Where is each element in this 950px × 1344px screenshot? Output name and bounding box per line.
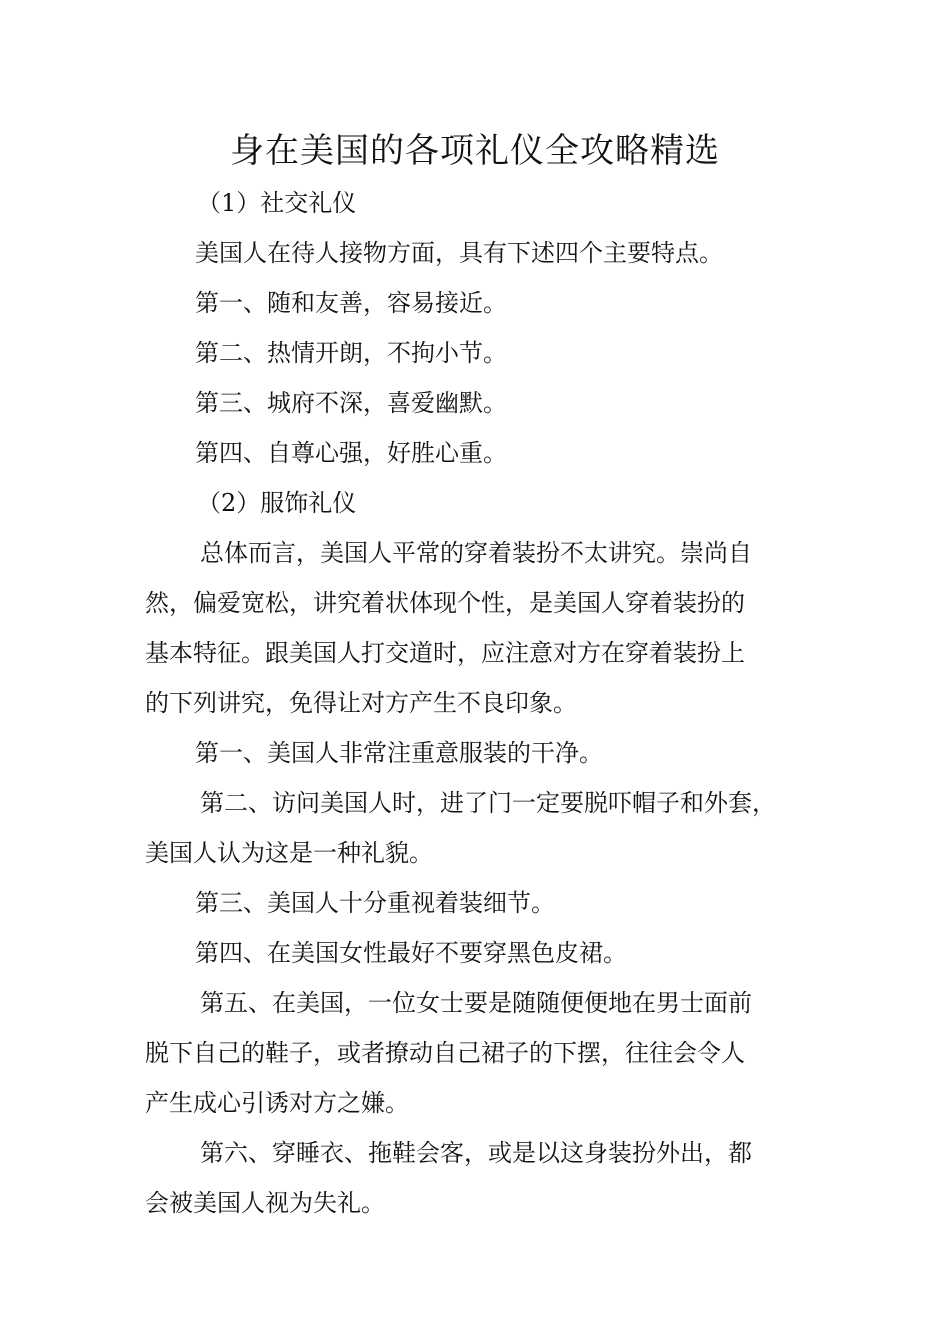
paragraph-line: 脱下自己的鞋子，或者撩动自己裙子的下摆，往往会令人 (145, 1039, 745, 1067)
paragraph-line: 美国人认为这是一种礼貌。 (145, 839, 433, 867)
document-body (145, 178, 825, 1228)
list-item: 第一、美国人非常注重意服装的干净。 (195, 739, 603, 767)
paragraph-line: 产生成心引诱对方之嫌。 (145, 1089, 409, 1117)
paragraph-line: 美国人在待人接物方面，具有下述四个主要特点。 (195, 239, 723, 267)
document-title: 身在美国的各项礼仪全攻略精选 (230, 131, 720, 171)
list-item: 第三、美国人十分重视着装细节。 (195, 889, 555, 917)
list-item: 第一、随和友善，容易接近。 (195, 289, 507, 317)
list-item: 第四、在美国女性最好不要穿黑色皮裙。 (195, 939, 627, 967)
paragraph-line: 然，偏爱宽松，讲究着状体现个性，是美国人穿着装扮的 (145, 589, 745, 617)
list-item: 第三、城府不深，喜爱幽默。 (195, 389, 507, 417)
paragraph-line: 总体而言，美国人平常的穿着装扮不太讲究。崇尚自 (200, 539, 752, 567)
list-item: 第四、自尊心强，好胜心重。 (195, 439, 507, 467)
section-heading-social-etiquette: （1）社交礼仪 (197, 189, 357, 217)
list-item: 第六、穿睡衣、拖鞋会客，或是以这身装扮外出，都 (200, 1139, 752, 1167)
list-item: 第二、热情开朗，不拘小节。 (195, 339, 507, 367)
list-item: 第二、访问美国人时，进了门一定要脱吓帽子和外套， (200, 789, 776, 817)
paragraph-line: 的下列讲究，免得让对方产生不良印象。 (145, 689, 577, 717)
section-heading-dress-etiquette: （2）服饰礼仪 (197, 489, 357, 517)
paragraph-line: 会被美国人视为失礼。 (145, 1189, 385, 1217)
paragraph-line: 基本特征。跟美国人打交道时，应注意对方在穿着装扮上 (145, 639, 745, 667)
list-item: 第五、在美国，一位女士要是随随便便地在男士面前 (200, 989, 752, 1017)
